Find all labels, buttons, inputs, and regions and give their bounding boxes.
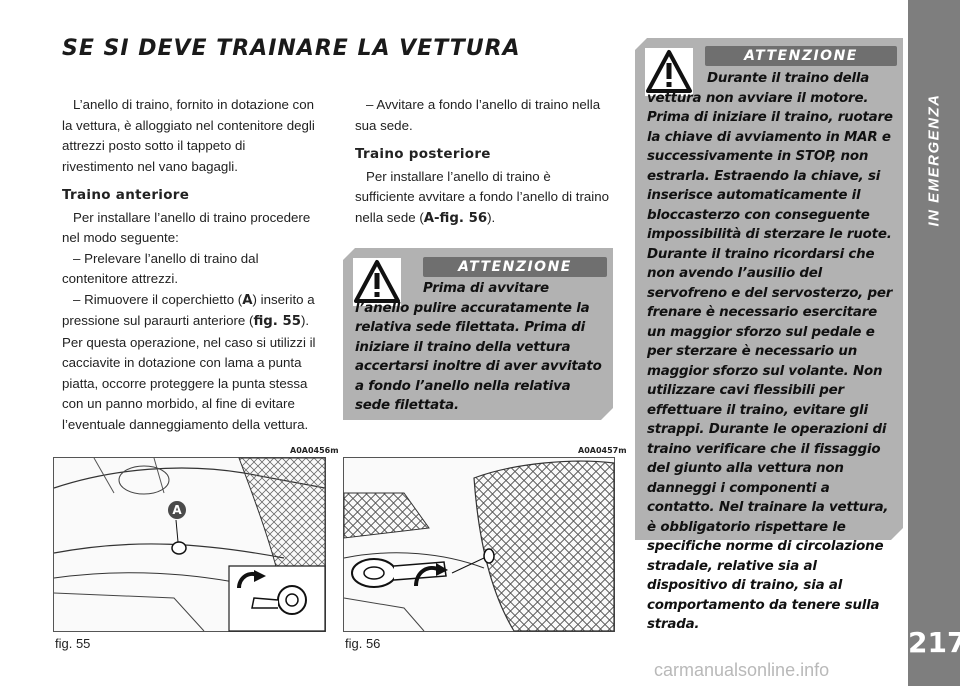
ref-fig56: A-fig. 56 bbox=[423, 210, 488, 226]
warning-text-1: Prima di avvitare l’anello pulire accuratamente la relativa sede filettata. Prima di iniziare il traino della vettura accertarsi inoltre di aver avvitato a fondo l’anello nella relativa sede filettata. bbox=[355, 281, 602, 413]
rear-bumper-illustration bbox=[344, 458, 614, 631]
warning-box-1 bbox=[343, 248, 613, 420]
step-2: – Rimuovere il coperchietto (A) inserito a pressione sul paraurti anteriore (fig. 55). Per questa operazione, nel caso si utilizzi il cacciavite in dotazione con lama a punta piatta, occorre proteggere la punta stessa con un panno morbido, al fine di evitare l’eventuale danneggiamento della vettura. bbox=[62, 291, 316, 432]
front-bumper-illustration bbox=[54, 458, 325, 631]
text-column-2 bbox=[355, 95, 610, 229]
ref-fig55: fig. 55 bbox=[253, 314, 301, 329]
front-tow-paragraph: Per installare l’anello di traino procedere nel modo seguente: bbox=[62, 209, 311, 245]
section-label: IN EMERGENZA bbox=[925, 93, 943, 227]
front-tow-title: Traino anteriore bbox=[62, 187, 190, 203]
marker-a: A bbox=[168, 501, 186, 519]
warning-box-2 bbox=[635, 38, 903, 632]
fig56-caption: fig. 56 bbox=[345, 636, 381, 651]
watermark: carmanualsonline.info bbox=[654, 660, 830, 680]
warning-text-2: Durante il traino della vettura non avviare il motore. Prima di iniziare il traino, ruotare la chiave di avviamento in MAR e successivamente in STOP, non estrarla. Estraendo la chiave, si inserisce automaticamente il bloccasterzo con conseguente impossibilità di sterzare le ruote. Durante il traino ricordarsi che non avendo l’ausilio del servofreno e del servosterzo, per frenare è necessario esercitare un maggior sforzo sul pedale e per sterzare è necessario un maggior sforzo sul volante. Non utilizzare cavi flessibili per effettuare il traino, evitare gli strappi. Durante le operazioni di traino verificare che il fissaggio del giunto alla vettura non danneggi i componenti a contatto. Nel trainare la vettura, è obbligatorio rispettare le specifiche norme di circolazione stradale, relative sia al dispositivo di traino, sia al comportamento da tenere sulla strada. bbox=[647, 71, 893, 632]
page-title: SE SI DEVE TRAINARE LA VETTURA bbox=[62, 36, 521, 61]
fig55-caption: fig. 55 bbox=[55, 636, 91, 651]
figure-55 bbox=[53, 457, 326, 632]
step-1: – Prelevare l’anello di traino dal contenitore attrezzi. bbox=[62, 250, 259, 286]
rear-tow-title: Traino posteriore bbox=[355, 146, 491, 162]
intro-paragraph: L’anello di traino, fornito in dotazione con la vettura, è alloggiato nel contenitore degli attrezzi posto sotto il tappeto di rivestimento nel vano bagagli. bbox=[62, 97, 315, 174]
page-number: 217 bbox=[908, 626, 966, 659]
rear-tow-paragraph: Per installare l’anello di traino è sufficiente avvitare a fondo l’anello di traino nella sede (A-fig. 56). bbox=[355, 168, 610, 226]
figure-56 bbox=[343, 457, 615, 632]
ref-a: A bbox=[242, 292, 253, 308]
warning-label-1: ATTENZIONE bbox=[423, 257, 607, 277]
text-column-1 bbox=[62, 95, 317, 435]
fig56-code: A0A0457m bbox=[578, 446, 627, 455]
fig55-code: A0A0456m bbox=[290, 446, 339, 455]
warning-label-2: ATTENZIONE bbox=[705, 46, 897, 66]
screw-step: – Avvitare a fondo l’anello di traino nella sua sede. bbox=[355, 97, 601, 133]
